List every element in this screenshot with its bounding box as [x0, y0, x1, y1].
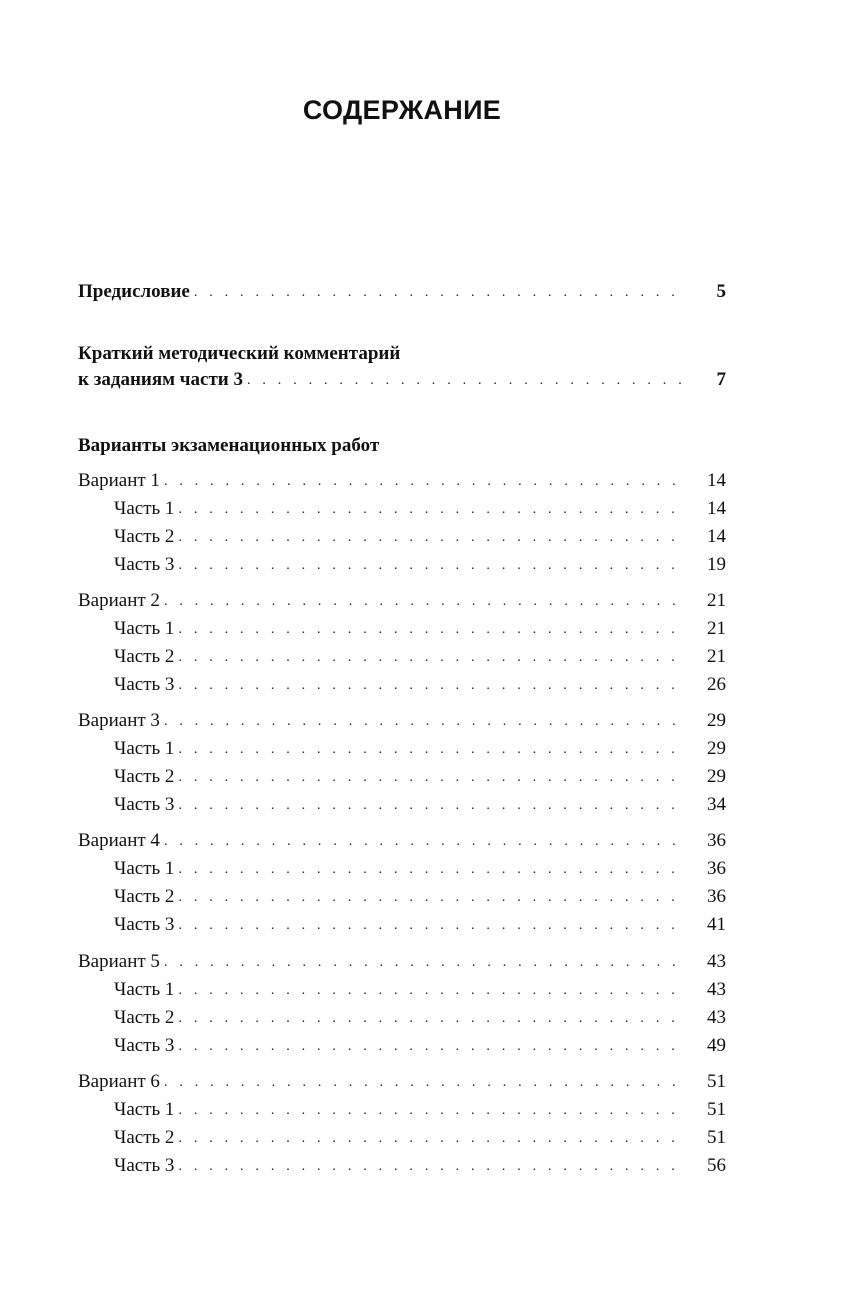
dot-leader [247, 370, 682, 392]
toc-entry-label: Часть 1 [114, 498, 175, 519]
toc-entry-page: 19 [707, 554, 726, 575]
toc-entry-page: 41 [707, 914, 726, 935]
toc-entry-variant-3-part-1[interactable] [114, 737, 726, 761]
toc-entry-page: 43 [707, 979, 726, 1000]
toc-entry-page: 51 [707, 1071, 726, 1092]
dot-leader [178, 527, 682, 549]
toc-entry-page: 51 [707, 1127, 726, 1148]
dot-leader [178, 739, 682, 761]
dot-leader [164, 952, 682, 974]
toc-entry-label: Часть 2 [114, 766, 175, 787]
toc-entry-label: Вариант 5 [78, 951, 160, 972]
toc-entry-label: Часть 1 [114, 979, 175, 1000]
toc-entry-label: Часть 1 [114, 1099, 175, 1120]
toc-entry-page: 14 [707, 498, 726, 519]
toc-entry-label: Вариант 3 [78, 710, 160, 731]
toc-entry-variant-6-part-1[interactable] [114, 1098, 726, 1122]
toc-entry-page: 36 [707, 858, 726, 879]
toc-entry-variant-5-part-1[interactable] [114, 978, 726, 1002]
toc-entry-page: 43 [707, 951, 726, 972]
toc-entry-variant-1-part-2[interactable] [114, 525, 726, 549]
toc-entry-page: 34 [707, 794, 726, 815]
toc-entry-page: 36 [707, 886, 726, 907]
dot-leader [164, 711, 682, 733]
dot-leader [178, 647, 682, 669]
dot-leader [194, 282, 682, 304]
toc-entry-variant-1[interactable] [78, 469, 726, 493]
toc-entry-label: Вариант 4 [78, 830, 160, 851]
toc-entry-page: 5 [716, 281, 726, 302]
toc-entry-label: Часть 1 [114, 738, 175, 759]
toc-entry-variant-6[interactable] [78, 1070, 726, 1094]
dot-leader [178, 1100, 682, 1122]
toc-entry-label: к заданиям части 3 [78, 369, 243, 390]
toc-entry-commentary[interactable] [78, 368, 726, 392]
toc-entry-variant-2-part-2[interactable] [114, 645, 726, 669]
dot-leader [178, 555, 682, 577]
toc-entry-label: Часть 3 [114, 1035, 175, 1056]
dot-leader [178, 619, 682, 641]
dot-leader [178, 887, 682, 909]
toc-entry-variant-4-part-1[interactable] [114, 857, 726, 881]
toc-entry-variant-6-part-2[interactable] [114, 1126, 726, 1150]
toc-entry-variant-5-part-2[interactable] [114, 1006, 726, 1030]
dot-leader [178, 1128, 682, 1150]
toc-entry-page: 7 [716, 369, 726, 390]
toc-entry-page: 49 [707, 1035, 726, 1056]
toc-entry-label: Краткий методический комментарий [78, 343, 401, 364]
toc-entry-page: 36 [707, 830, 726, 851]
toc-entry-commentary-line1[interactable] [78, 342, 726, 366]
toc-entry-label: Часть 1 [114, 618, 175, 639]
toc-entry-variant-3[interactable] [78, 709, 726, 733]
toc-entry-page: 21 [707, 590, 726, 611]
toc-entry-variant-1-part-3[interactable] [114, 553, 726, 577]
toc-entry-page: 21 [707, 646, 726, 667]
toc-entry-variant-5-part-3[interactable] [114, 1034, 726, 1058]
dot-leader [178, 795, 682, 817]
toc-entry-label: Часть 3 [114, 1155, 175, 1176]
toc-entry-label: Часть 2 [114, 1127, 175, 1148]
dot-leader [178, 915, 682, 937]
dot-leader [178, 499, 682, 521]
toc-entry-variant-4-part-3[interactable] [114, 913, 726, 937]
toc-entry-label: Вариант 1 [78, 470, 160, 491]
dot-leader [178, 1156, 682, 1178]
dot-leader [178, 675, 682, 697]
dot-leader [164, 591, 682, 613]
toc-entry-variant-4-part-2[interactable] [114, 885, 726, 909]
toc-entry-variant-1-part-1[interactable] [114, 497, 726, 521]
toc-entry-page: 29 [707, 738, 726, 759]
toc-entry-variant-5[interactable] [78, 950, 726, 974]
toc-entry-page: 56 [707, 1155, 726, 1176]
toc-entry-page: 43 [707, 1007, 726, 1028]
toc-entry-variant-2-part-1[interactable] [114, 617, 726, 641]
dot-leader [164, 831, 682, 853]
toc-entry-variant-3-part-2[interactable] [114, 765, 726, 789]
toc-entry-variant-6-part-3[interactable] [114, 1154, 726, 1178]
dot-leader [164, 1072, 682, 1094]
toc-entry-label: Часть 2 [114, 526, 175, 547]
toc-entry-label: Часть 2 [114, 1007, 175, 1028]
toc-entry-page: 51 [707, 1099, 726, 1120]
toc-entry-page: 14 [707, 526, 726, 547]
page-title: СОДЕРЖАНИЕ [302, 95, 502, 125]
toc-entry-label: Часть 3 [114, 794, 175, 815]
dot-leader [178, 980, 682, 1002]
toc-entry-preface[interactable] [78, 280, 726, 304]
toc-entry-page: 14 [707, 470, 726, 491]
toc-entry-variant-2[interactable] [78, 589, 726, 613]
toc-entry-label: Вариант 6 [78, 1071, 160, 1092]
toc-entry-label: Часть 2 [114, 886, 175, 907]
toc-entry-page: 21 [707, 618, 726, 639]
toc-entry-label: Часть 2 [114, 646, 175, 667]
toc-entry-variant-4[interactable] [78, 829, 726, 853]
dot-leader [178, 1036, 682, 1058]
dot-leader [178, 767, 682, 789]
toc-entry-label: Часть 3 [114, 914, 175, 935]
toc-entry-page: 29 [707, 766, 726, 787]
toc-entry-page: 26 [707, 674, 726, 695]
toc-entry-label: Часть 3 [114, 554, 175, 575]
toc-entry-label: Вариант 2 [78, 590, 160, 611]
toc-entry-label: Часть 1 [114, 858, 175, 879]
toc-entry-variant-2-part-3[interactable] [114, 673, 726, 697]
toc-entry-page: 29 [707, 710, 726, 731]
dot-leader [178, 859, 682, 881]
dot-leader [178, 1008, 682, 1030]
section-heading-variants: Варианты экзаменационных работ [78, 435, 380, 456]
toc-entry-label: Предисловие [78, 281, 190, 302]
toc-entry-label: Часть 3 [114, 674, 175, 695]
toc-entry-variant-3-part-3[interactable] [114, 793, 726, 817]
dot-leader [164, 471, 682, 493]
